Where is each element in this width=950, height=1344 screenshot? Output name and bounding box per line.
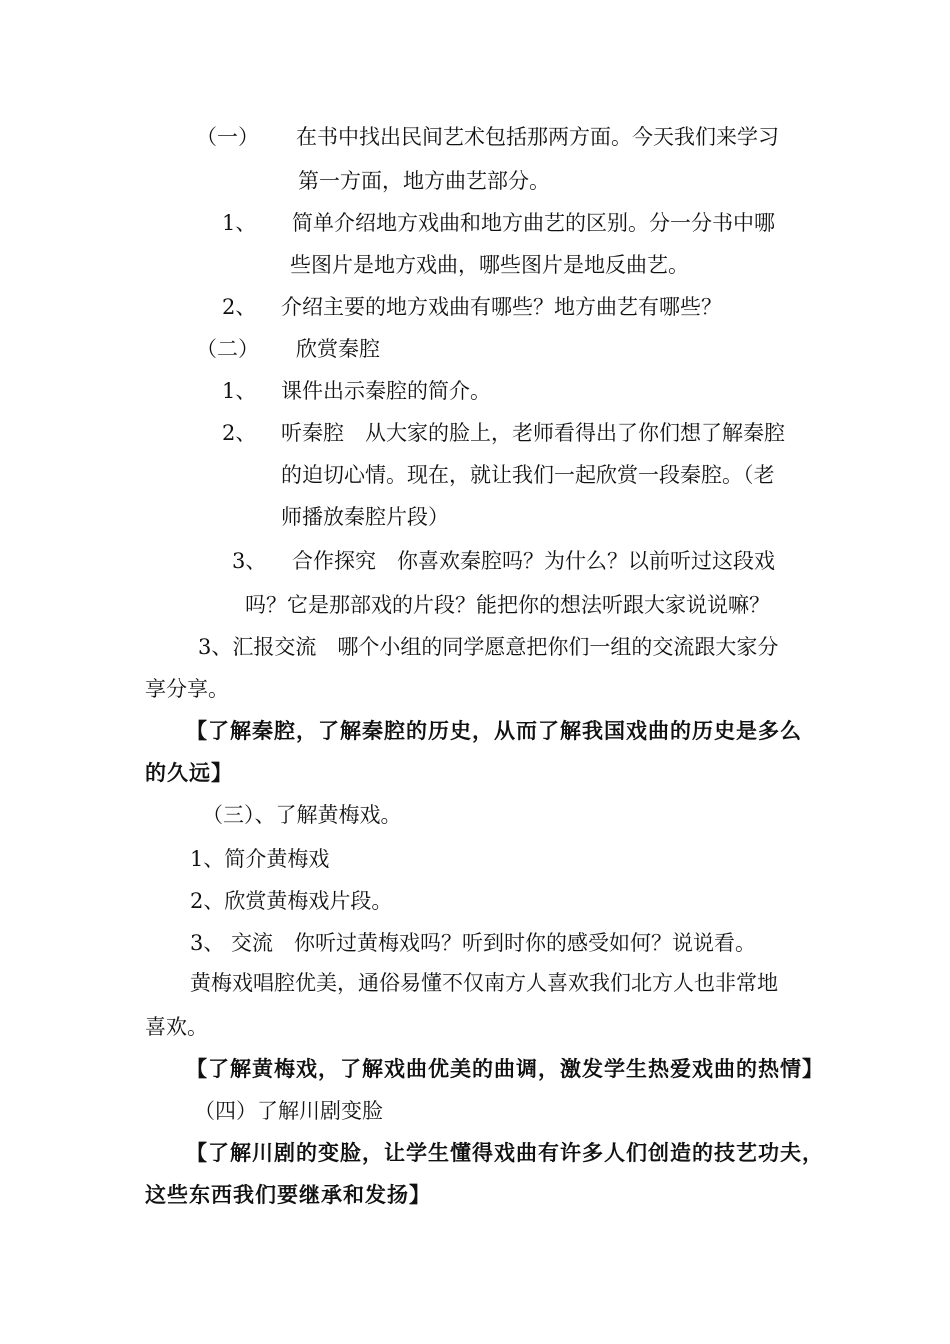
section-2-report-line-1: 3、汇报交流 哪个小组的同学愿意把你们一组的交流跟大家分 — [198, 635, 779, 659]
section-1-item-1-line-2: 些图片是地方戏曲，哪些图片是地反曲艺。 — [290, 253, 689, 277]
section-2-item-2-line-3: 师播放秦腔片段） — [281, 505, 449, 529]
section-4-title: （四）了解川剧变脸 — [194, 1099, 383, 1123]
section-2-number: （二） — [196, 337, 259, 361]
section-2-item-3-line-2: 吗？它是那部戏的片段？能把你的想法听跟大家说说嘛？ — [245, 593, 770, 617]
section-2-item-1-number: 1、 — [222, 379, 257, 403]
section-3-paragraph-line-1: 黄梅戏唱腔优美，通俗易懂不仅南方人喜欢我们北方人也非常地 — [190, 971, 778, 995]
section-3-item-1: 1、简介黄梅戏 — [190, 847, 330, 871]
section-1-item-1-line-1: 简单介绍地方戏曲和地方曲艺的区别。分一分书中哪 — [292, 211, 775, 235]
section-2-item-3-line-1: 合作探究 你喜欢秦腔吗？为什么？以前听过这段戏 — [292, 549, 775, 573]
section-1-item-1-number: 1、 — [222, 211, 257, 235]
note-1-line-2: 的久远】 — [145, 760, 233, 785]
section-1-item-2-number: 2、 — [222, 295, 257, 319]
note-1-line-1: 【了解秦腔，了解秦腔的历史，从而了解我国戏曲的历史是多么 — [186, 718, 802, 743]
section-3-item-3: 3、 交流 你听过黄梅戏吗？听到时你的感受如何？说说看。 — [190, 931, 757, 955]
section-2-item-2-number: 2、 — [222, 421, 257, 445]
section-1-number: （一） — [196, 125, 259, 149]
section-2-title: 欣赏秦腔 — [296, 337, 380, 361]
section-1-line-2: 第一方面，地方曲艺部分。 — [298, 169, 550, 193]
section-3-title: （三）、了解黄梅戏。 — [202, 803, 402, 827]
section-1-item-2-line-1: 介绍主要的地方戏曲有哪些？地方曲艺有哪些？ — [281, 295, 722, 319]
section-2-item-2-line-1: 听秦腔 从大家的脸上，老师看得出了你们想了解秦腔 — [281, 421, 785, 445]
section-4-note-line-1: 【了解川剧的变脸，让学生懂得戏曲有许多人们创造的技艺功夫， — [186, 1140, 824, 1165]
section-2-report-line-2: 享分享。 — [145, 677, 229, 701]
section-1-line-1: 在书中找出民间艺术包括那两方面。今天我们来学习 — [296, 125, 779, 149]
section-2-item-3-number: 3、 — [232, 549, 267, 573]
section-2-item-2-line-2: 的迫切心情。现在，就让我们一起欣赏一段秦腔。（老 — [281, 463, 775, 487]
section-4-note-line-2: 这些东西我们要继承和发扬】 — [145, 1182, 431, 1207]
section-2-item-1-line-1: 课件出示秦腔的简介。 — [281, 379, 491, 403]
section-3-item-2: 2、欣赏黄梅戏片段。 — [190, 889, 393, 913]
section-3-note: 【了解黄梅戏，了解戏曲优美的曲调，激发学生热爱戏曲的热情】 — [186, 1056, 824, 1081]
section-3-paragraph-line-2: 喜欢。 — [145, 1015, 208, 1039]
